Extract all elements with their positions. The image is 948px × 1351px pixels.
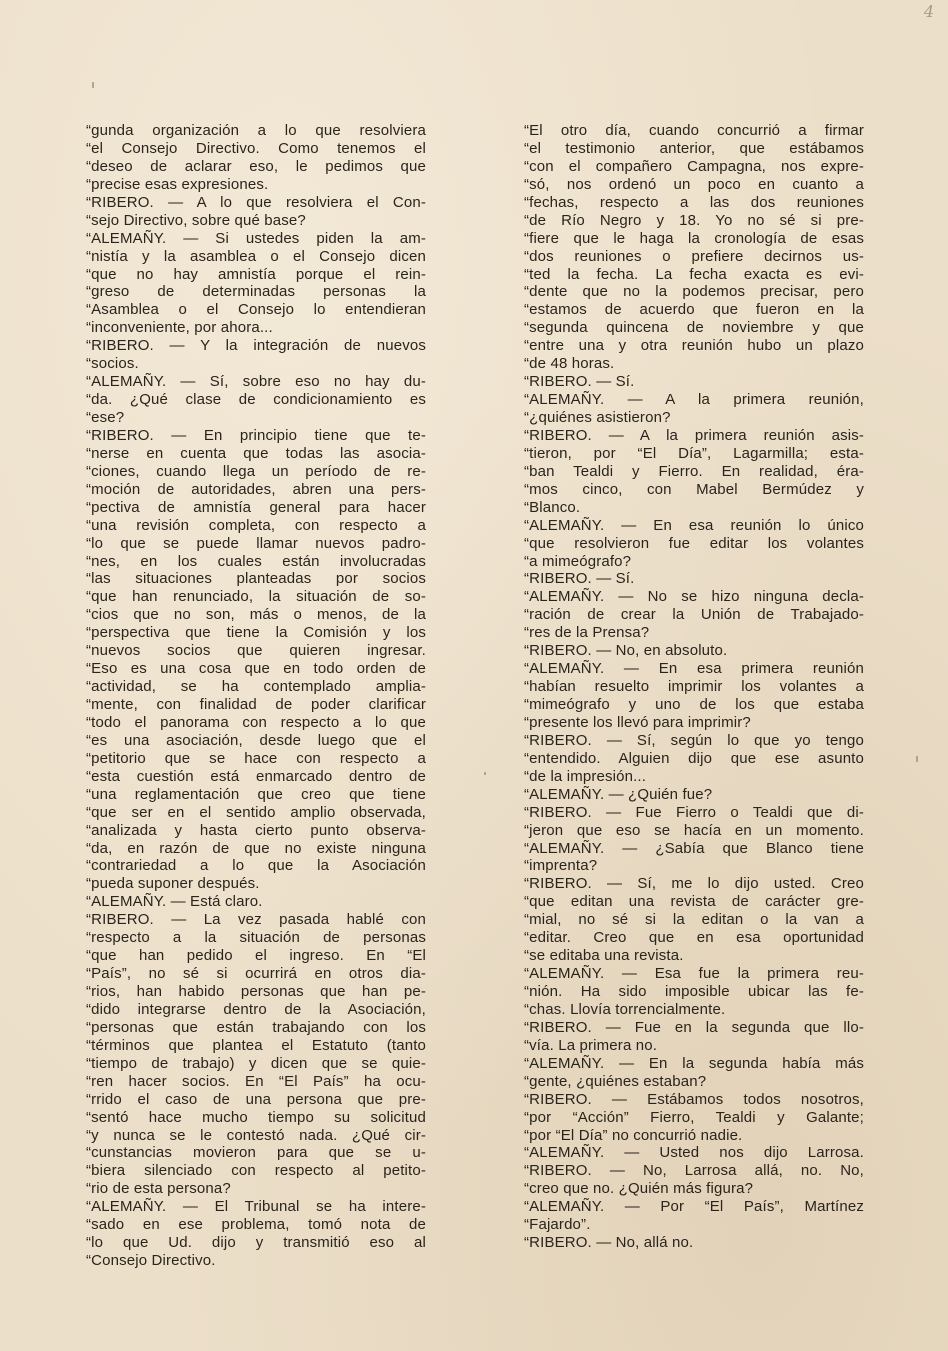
text-line: “sentó hace mucho tiempo su solicitud — [86, 1108, 426, 1126]
text-line: “editar. Creo que en esa oportunidad — [524, 929, 864, 947]
text-line: “dente que no la podemos precisar, pero — [524, 283, 864, 301]
text-line: “el testimonio anterior, que estábamos — [524, 139, 864, 157]
text-line: “de la impresión... — [524, 767, 647, 785]
text-line: “personas que están trabajando con los — [86, 1018, 426, 1036]
text-line: “presente los llevó para imprimir? — [524, 713, 751, 731]
text-line: “una reglamentación que creo que tiene — [86, 785, 426, 803]
text-line: “creo que no. ¿Quién más figura? — [524, 1180, 754, 1198]
text-line: “precise esas expresiones. — [86, 175, 269, 193]
text-line: “mos cinco, con Mabel Bermúdez y — [524, 480, 864, 498]
text-line: “lo que Ud. dijo y transmitió eso al — [86, 1234, 426, 1252]
text-line: “imprenta? — [524, 857, 598, 875]
text-line: “ALEMAÑY. — Si ustedes piden la am- — [86, 229, 426, 247]
text-line: “cunstancias movieron para que se u- — [86, 1144, 426, 1162]
text-line: “nes, en los cuales están involucradas — [86, 552, 426, 570]
text-line: “RIBERO. — Estábamos todos nosotros, — [524, 1090, 864, 1108]
text-line: “ALEMAÑY. — Por “El País”, Martínez — [524, 1198, 864, 1216]
text-line: “cios que no son, más o menos, de la — [86, 606, 426, 624]
text-line: “entendido. Alguien dijo que ese asunto — [524, 749, 864, 767]
text-line: “gente, ¿quiénes estaban? — [524, 1072, 707, 1090]
text-line: “gunda organización a lo que resolviera — [86, 122, 426, 139]
text-line: “nuevos socios que quieren ingresar. — [86, 642, 426, 660]
text-line: “que ser en el sentido amplio observada, — [86, 803, 426, 821]
text-line: “ALEMAÑY. — Usted nos dijo Larrosa. — [524, 1144, 864, 1162]
text-line: “RIBERO. — Sí. — [524, 570, 635, 588]
text-line: “se editaba una revista. — [524, 947, 684, 965]
text-line: “perspectiva que tiene la Comisión y los — [86, 624, 426, 642]
text-line: “términos que plantea el Estatuto (tanto — [86, 1036, 426, 1054]
paper-speck — [916, 756, 918, 762]
text-line: “por “Acción” Fierro, Tealdi y Galante; — [524, 1108, 864, 1126]
text-line: “ALEMAÑY. — A la primera reunión, — [524, 391, 864, 409]
text-line: “rio de esta persona? — [86, 1180, 231, 1198]
text-line: “vía. La primera no. — [524, 1036, 658, 1054]
text-line: “actividad, se ha contemplado amplia- — [86, 678, 426, 696]
text-line: “las situaciones planteadas por socios — [86, 570, 426, 588]
text-line: “nerse en cuenta que todas las asocia- — [86, 444, 426, 462]
text-line: “una revisión completa, con respecto a — [86, 516, 426, 534]
text-line: “ALEMAÑY. — No se hizo ninguna decla- — [524, 588, 864, 606]
text-line: “tieron, por “El Día”, Lagarmilla; esta- — [524, 444, 864, 462]
text-line: “fechas, respecto a las dos reuniones — [524, 193, 864, 211]
text-line: “deseo de aclarar eso, le pedimos que — [86, 157, 426, 175]
text-line: “entre una y otra reunión hubo un plazo — [524, 337, 864, 355]
text-line: “el Consejo Directivo. Como tenemos el — [86, 139, 426, 157]
text-line: “ban Tealdi y Fierro. En realidad, éra- — [524, 462, 864, 480]
text-line: “que han renunciado, la situación de so- — [86, 588, 426, 606]
text-line: “respecto a la situación de personas — [86, 929, 426, 947]
text-line: “ALEMAÑY. — Está claro. — [86, 893, 263, 911]
text-line: “jeron que eso se hacía en un momento. — [524, 821, 864, 839]
text-line: “RIBERO. — Y la integración de nuevos — [86, 337, 426, 355]
left-text-column — [86, 122, 426, 1270]
text-line: “nistía y la asamblea o el Consejo dicen — [86, 247, 426, 265]
text-line: “contrariedad a lo que la Asociación — [86, 857, 426, 875]
text-line: “es una asociación, desde luego que el — [86, 731, 426, 749]
text-line: “¿quiénes asistieron? — [524, 409, 671, 426]
right-text-column — [524, 122, 864, 1252]
text-line: “mimeógrafo y uno de los que estaba — [524, 696, 864, 713]
text-line: “rrido el caso de una persona que pre- — [86, 1090, 426, 1108]
text-line: “ALEMAÑY. — ¿Quién fue? — [524, 785, 713, 803]
text-line: “esta cuestión está enmarcado dentro de — [86, 767, 426, 785]
text-line: “con el compañero Campagna, nos expre- — [524, 157, 864, 175]
text-line: “a mimeógrafo? — [524, 552, 632, 570]
text-line: “ALEMAÑY. — En esa primera reunión — [524, 660, 864, 678]
text-line: “mial, no sé si la editan o la van a — [524, 911, 864, 929]
text-line: “ALEMAÑY. — En la segunda había más — [524, 1054, 864, 1072]
text-line: “RIBERO. — La vez pasada hablé con — [86, 911, 426, 929]
paper-speck — [484, 772, 486, 775]
text-line: “ALEMAÑY. — Sí, sobre eso no hay du- — [86, 373, 426, 391]
text-line: “socios. — [86, 355, 139, 373]
text-line: “Asamblea o el Consejo lo entendieran — [86, 301, 426, 319]
text-line: “chas. Llovía torrencialmente. — [524, 1000, 726, 1018]
text-line: “El otro día, cuando concurrió a firmar — [524, 122, 864, 139]
text-line: “sado en ese problema, tomó nota de — [86, 1216, 426, 1234]
text-line: “RIBERO. — No, Larrosa allá, no. No, — [524, 1162, 864, 1180]
text-line: “nión. Ha sido imposible ubicar las fe- — [524, 983, 864, 1000]
text-line: “só, nos ordenó un poco en cuanto a — [524, 175, 864, 193]
text-line: “RIBERO. — Sí, según lo que yo tengo — [524, 731, 864, 749]
text-line: “estamos de acuerdo que fueron en la — [524, 301, 864, 319]
text-line: “da. ¿Qué clase de condicionamiento es — [86, 391, 426, 409]
text-line: “por “El Día” no concurrió nadie. — [524, 1126, 743, 1144]
text-line: “RIBERO. — A lo que resolviera el Con- — [86, 193, 426, 211]
paper-speck — [92, 82, 94, 88]
text-line: “RIBERO. — Sí. — [524, 373, 635, 391]
text-line: “Consejo Directivo. — [86, 1252, 216, 1270]
text-line: “Blanco. — [524, 498, 581, 516]
text-line: “ALEMAÑY. — El Tribunal se ha intere- — [86, 1198, 426, 1216]
page-number: 4 — [923, 2, 934, 21]
text-line: “País”, no sé si ocurrirá en otros dia- — [86, 965, 426, 983]
text-line: “da, en razón de que no existe ninguna — [86, 839, 426, 857]
text-line: “ALEMAÑY. — Esa fue la primera reu- — [524, 965, 864, 983]
text-line: “pueda suponer después. — [86, 875, 260, 893]
text-line: “ALEMAÑY. — ¿Sabía que Blanco tiene — [524, 839, 864, 857]
text-line: “ren hacer socios. En “El País” ha ocu- — [86, 1072, 426, 1090]
text-line: “que no hay amnistía porque el rein- — [86, 265, 426, 283]
text-line: “dos reuniones o prefiere decirnos us- — [524, 247, 864, 265]
text-line: “RIBERO. — En principio tiene que te- — [86, 426, 426, 444]
text-line: “biera silenciado con respecto al petito- — [86, 1162, 426, 1180]
text-line: “petitorio que se hace con respecto a — [86, 749, 426, 767]
text-line: “ciones, cuando llega un período de re- — [86, 462, 426, 480]
text-line: “inconveniente, por ahora... — [86, 319, 273, 337]
text-line: “res de la Prensa? — [524, 624, 650, 642]
text-line: “fiere que le haga la cronología de esas — [524, 229, 864, 247]
text-line: “rios, han habido personas que han pe- — [86, 983, 426, 1000]
text-line: “RIBERO. — Fue Fierro o Tealdi que di- — [524, 803, 864, 821]
text-line: “todo el panorama con respecto a lo que — [86, 713, 426, 731]
text-line: “tiempo de trabajo) y dicen que se quie- — [86, 1054, 426, 1072]
text-line: “ración de crear la Unión de Trabajado- — [524, 606, 864, 624]
text-line: “que han pedido el ingreso. En “El — [86, 947, 426, 965]
text-line: “de 48 horas. — [524, 355, 615, 373]
text-line: “lo que se puede llamar nuevos padro- — [86, 534, 426, 552]
text-line: “moción de autoridades, abren una pers- — [86, 480, 426, 498]
text-line: “analizada y hasta cierto punto observa- — [86, 821, 426, 839]
text-line: “RIBERO. — A la primera reunión asis- — [524, 426, 864, 444]
text-line: “mente, con finalidad de poder clarificar — [86, 696, 426, 713]
text-line: “sejo Directivo, sobre qué base? — [86, 211, 306, 229]
text-line: “pectiva de amnistía general para hacer — [86, 498, 426, 516]
text-line: “RIBERO. — No, en absoluto. — [524, 642, 728, 660]
text-line: “ese? — [86, 409, 125, 426]
text-line: “RIBERO. — Fue en la segunda que llo- — [524, 1018, 864, 1036]
text-line: “ted la fecha. La fecha exacta es evi- — [524, 265, 864, 283]
text-line: “greso de determinadas personas la — [86, 283, 426, 301]
text-line: “segunda quincena de noviembre y que — [524, 319, 864, 337]
text-line: “RIBERO. — No, allá no. — [524, 1234, 694, 1252]
text-line: “RIBERO. — Sí, me lo dijo usted. Creo — [524, 875, 864, 893]
text-line: “dido integrarse dentro de la Asociación, — [86, 1000, 426, 1018]
text-line: “habían resuelto imprimir los volantes a — [524, 678, 864, 696]
text-line: “Fajardo”. — [524, 1216, 591, 1234]
text-line: “Eso es una cosa que en todo orden de — [86, 660, 426, 678]
text-line: “que editan una revista de carácter gre- — [524, 893, 864, 911]
text-line: “de Río Negro y 18. Yo no sé si pre- — [524, 211, 864, 229]
text-line: “y nunca se le contestó nada. ¿Qué cir- — [86, 1126, 426, 1144]
text-line: “ALEMAÑY. — En esa reunión lo único — [524, 516, 864, 534]
text-line: “que resolvieron fue editar los volantes — [524, 534, 864, 552]
